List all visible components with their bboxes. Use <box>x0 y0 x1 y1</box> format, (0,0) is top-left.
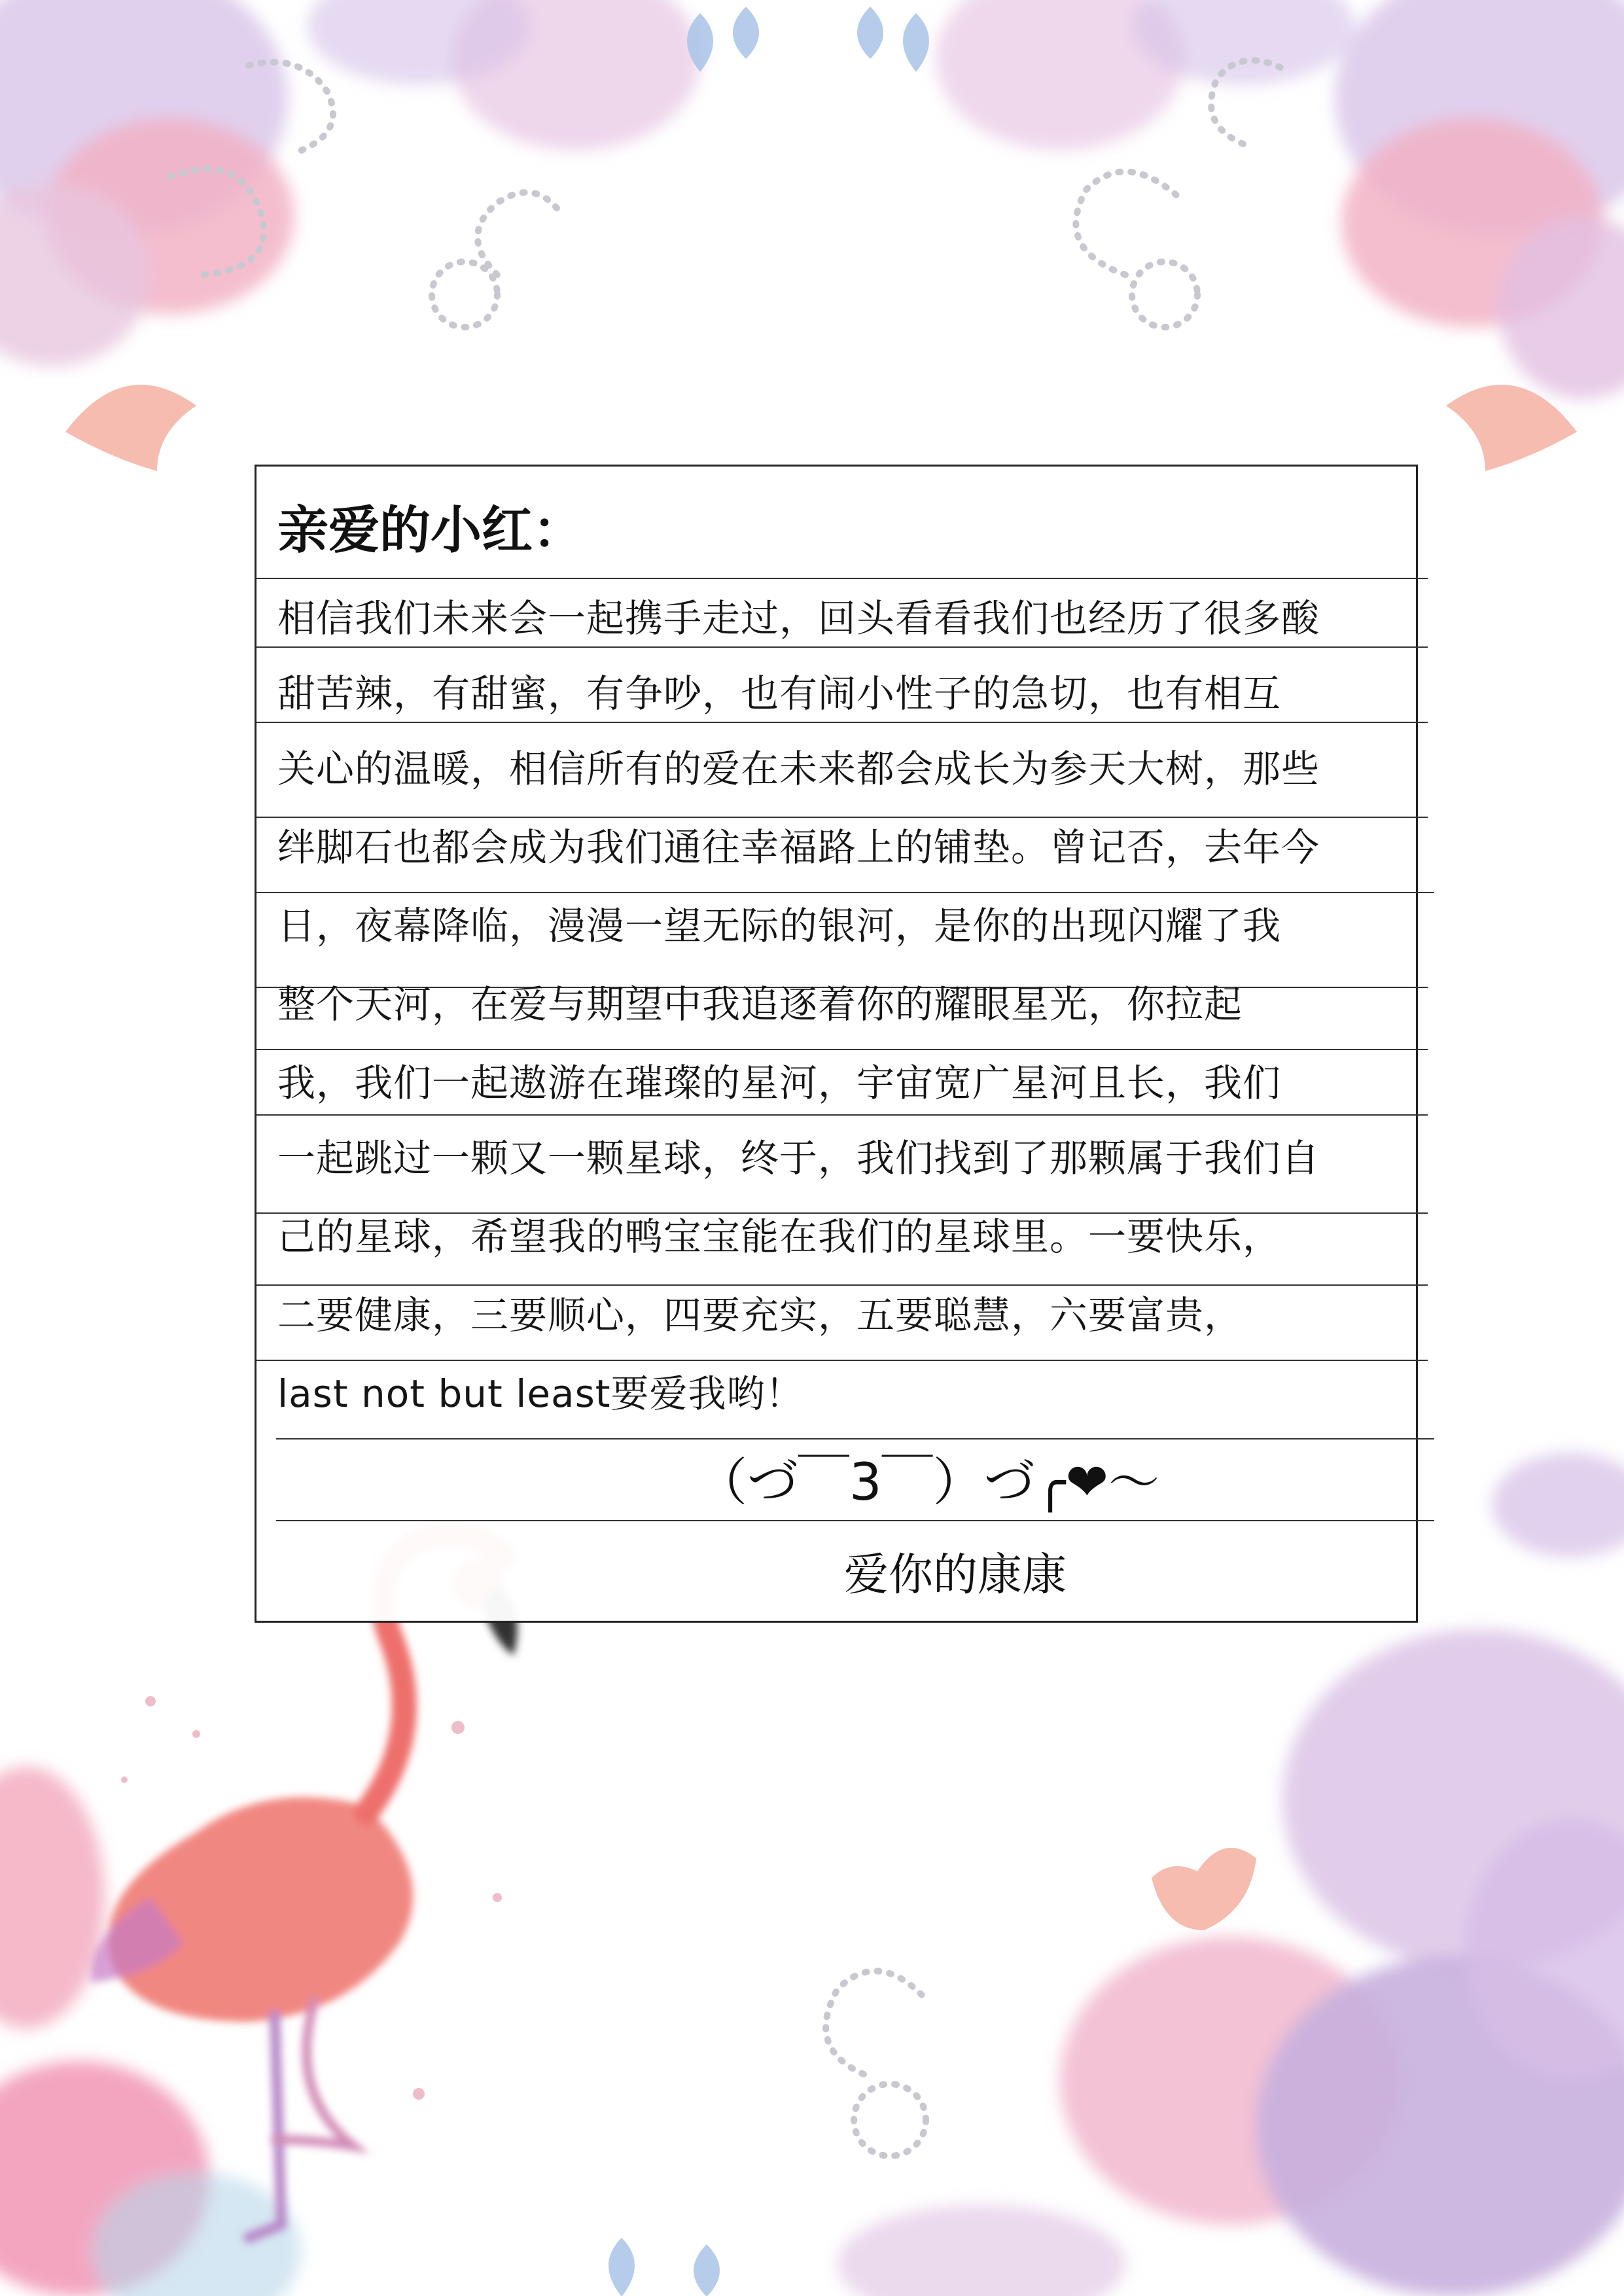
letter-line-6: 整个天河，在爱与期望中我追逐着你的耀眼星光，你拉起 <box>277 982 1243 1027</box>
line-rule <box>256 1049 1428 1050</box>
top-right-bird <box>1446 385 1577 471</box>
bottom-leaves <box>609 2238 720 2296</box>
line-rule <box>256 1360 1428 1361</box>
letter-signature: 爱你的康康 <box>844 1549 1067 1601</box>
bottom-right-bird <box>1152 1848 1256 1930</box>
top-left-bird <box>65 385 196 471</box>
top-left-flowers <box>0 0 700 366</box>
top-leaves <box>687 7 929 72</box>
letter-line-4: 绊脚石也都会成为我们通往幸福路上的铺垫。曾记否，去年今 <box>277 825 1320 870</box>
line-rule <box>276 1438 1434 1439</box>
top-right-flowers <box>936 0 1624 399</box>
letter-line-1: 相信我们未来会一起携手走过，回头看看我们也经历了很多酸 <box>277 596 1320 641</box>
letter-card <box>255 465 1418 1623</box>
letter-line-11: last not but least要爱我哟！ <box>277 1371 804 1416</box>
line-rule <box>256 646 1428 648</box>
letter-greeting: 亲爱的小红： <box>277 501 584 560</box>
kaomoji-kiss: （づ￣3￣）づ╭❤～ <box>696 1453 1159 1512</box>
line-rule <box>256 722 1428 723</box>
letter-line-3: 关心的温暖，相信所有的爱在未来都会成长为参天大树，那些 <box>277 747 1320 791</box>
bottom-swirl <box>826 1971 926 2156</box>
line-rule <box>256 892 1434 893</box>
line-rule <box>276 1520 1434 1521</box>
letter-line-7: 我，我们一起遨游在璀璨的星河，宇宙宽广星河且长，我们 <box>277 1061 1282 1105</box>
letter-line-8: 一起跳过一颗又一颗星球，终于，我们找到了那颗属于我们自 <box>277 1136 1320 1180</box>
line-rule <box>256 1114 1428 1116</box>
letter-line-10: 二要健康，三要顺心，四要充实，五要聪慧，六要富贵， <box>277 1293 1243 1337</box>
letter-line-2: 甜苦辣，有甜蜜，有争吵，也有闹小性子的急切，也有相互 <box>277 671 1282 716</box>
letter-line-9: 己的星球，希望我的鸭宝宝能在我们的星球里。一要快乐， <box>277 1214 1282 1259</box>
letter-line-5: 日，夜幕降临，漫漫一望无际的银河，是你的出现闪耀了我 <box>277 904 1282 948</box>
line-rule <box>256 578 1428 579</box>
